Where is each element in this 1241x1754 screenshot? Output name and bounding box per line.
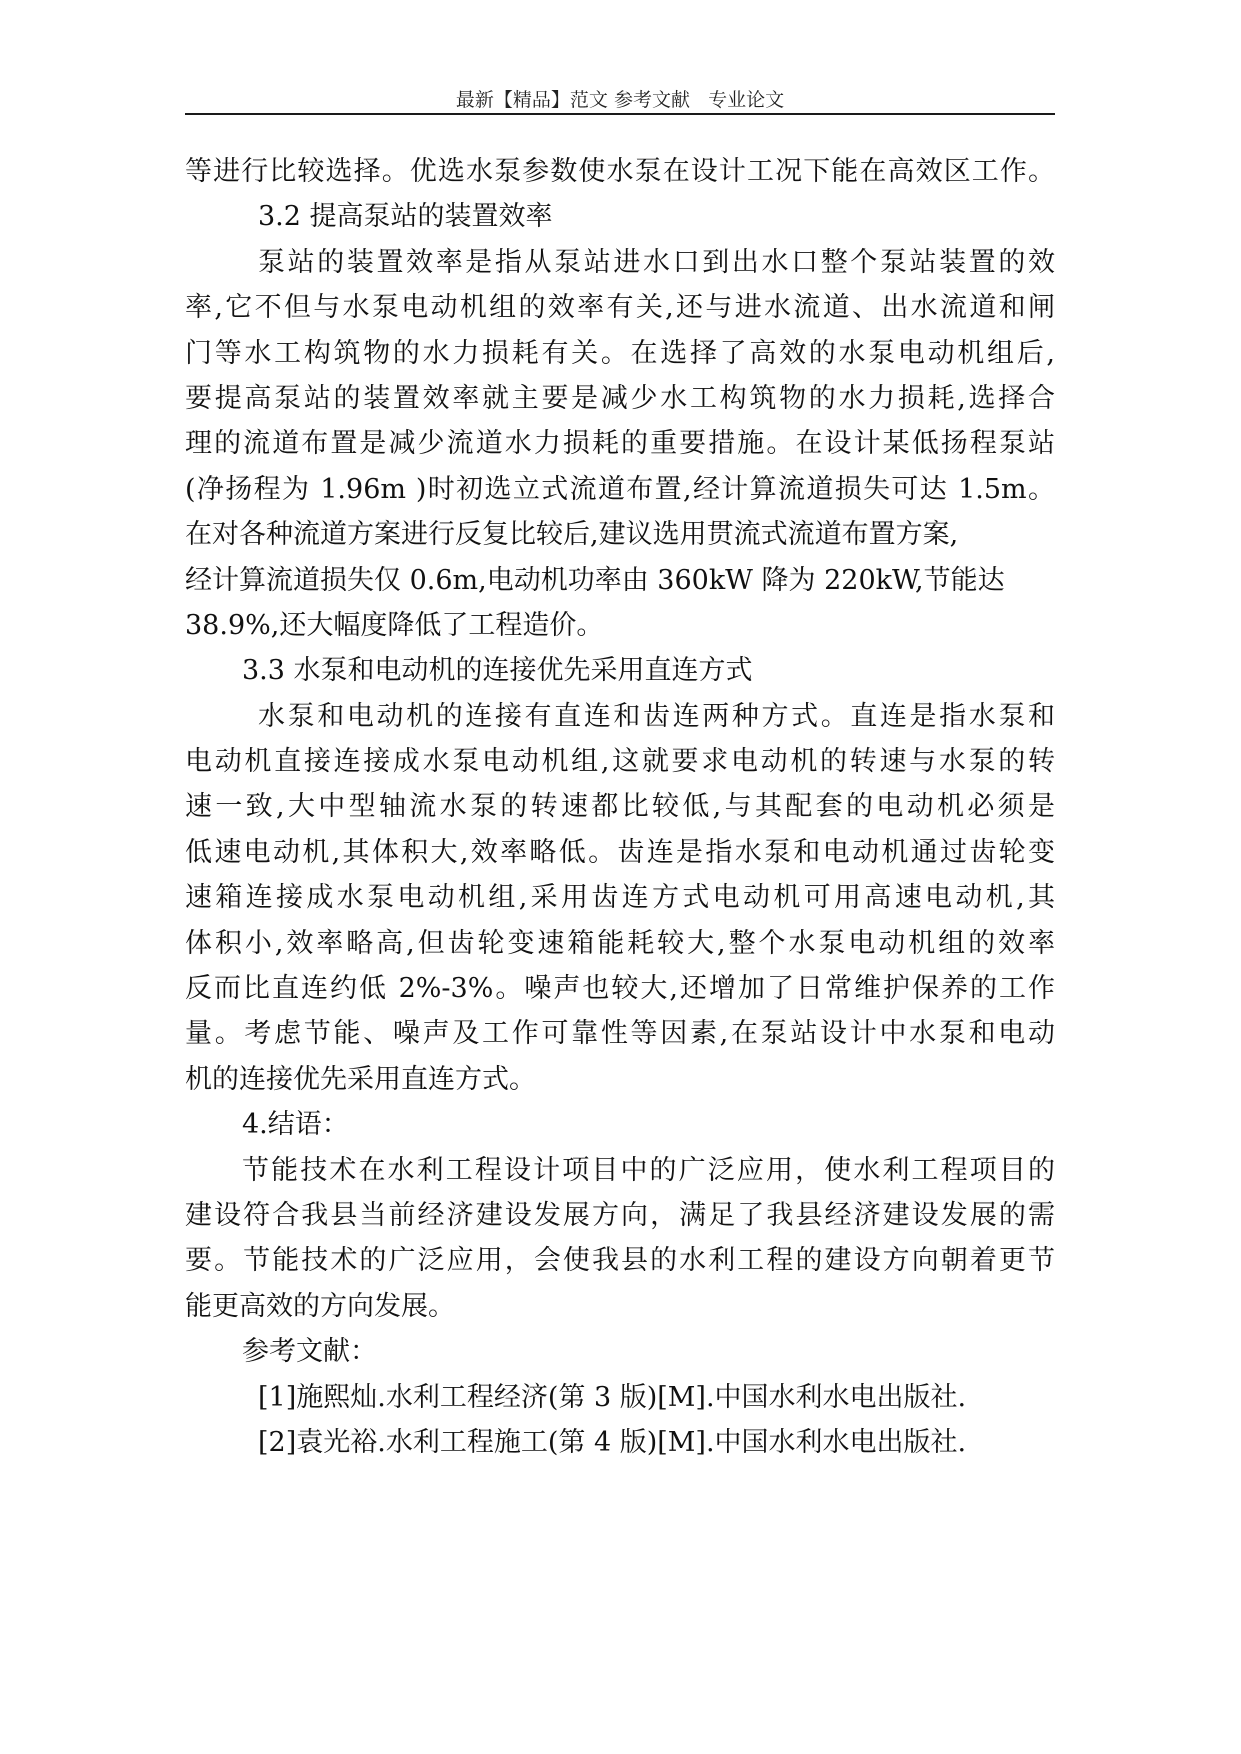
paragraph-line: 38.9%,还大幅度降低了工程造价。: [185, 609, 604, 641]
page-header: 最新【精品】范文 参考文献 专业论文: [455, 89, 785, 111]
paragraph-line: 反而比直连约低 2%-3%。噪声也较大,还增加了日常维护保养的工作: [185, 973, 1055, 1005]
section-heading: 3.2 提高泵站的装置效率: [258, 201, 553, 233]
paragraph-line: 门等水工构筑物的水力损耗有关。在选择了高效的水泵电动机组后,: [185, 337, 1055, 369]
paragraph-line: 机的连接优先采用直连方式。: [185, 1063, 536, 1095]
header-divider: [185, 113, 1055, 115]
paragraph-line: 要。节能技术的广泛应用，会使我县的水利工程的建设方向朝着更节: [185, 1245, 1055, 1277]
section-heading: 3.3 水泵和电动机的连接优先采用直连方式: [242, 655, 753, 687]
paragraph-line: 泵站的装置效率是指从泵站进水口到出水口整个泵站装置的效: [258, 246, 1055, 278]
paragraph-line: 能更高效的方向发展。: [185, 1290, 455, 1322]
references-heading: 参考文献：: [242, 1336, 377, 1368]
paragraph-line: 速箱连接成水泵电动机组,采用齿连方式电动机可用高速电动机,其: [185, 882, 1055, 914]
paragraph-line: 在对各种流道方案进行反复比较后,建议选用贯流式流道布置方案,: [185, 519, 959, 551]
paragraph-line: 节能技术在水利工程设计项目中的广泛应用，使水利工程项目的: [242, 1154, 1055, 1186]
paragraph-line: 水泵和电动机的连接有直连和齿连两种方式。直连是指水泵和: [258, 700, 1055, 732]
paragraph-line: 等进行比较选择。优选水泵参数使水泵在设计工况下能在高效区工作。: [185, 156, 1055, 187]
reference-item: [1]施熙灿.水利工程经济(第 3 版)[M].中国水利水电出版社.: [258, 1381, 967, 1413]
section-heading: 4.结语：: [242, 1109, 349, 1141]
paragraph-line: 理的流道布置是减少流道水力损耗的重要措施。在设计某低扬程泵站: [185, 428, 1055, 460]
paragraph-line: 建设符合我县当前经济建设发展方向，满足了我县经济建设发展的需: [185, 1199, 1055, 1231]
paragraph-line: 电动机直接连接成水泵电动机组,这就要求电动机的转速与水泵的转: [185, 746, 1055, 778]
paragraph-line: 量。考虑节能、噪声及工作可靠性等因素,在泵站设计中水泵和电动: [185, 1018, 1055, 1050]
reference-item: [2]袁光裕.水利工程施工(第 4 版)[M].中国水利水电出版社.: [258, 1426, 967, 1458]
paragraph-line: 速一致,大中型轴流水泵的转速都比较低,与其配套的电动机必须是: [185, 791, 1055, 823]
paragraph-line: 低速电动机,其体积大,效率略低。齿连是指水泵和电动机通过齿轮变: [185, 836, 1055, 868]
document-body: [185, 149, 1055, 1465]
paragraph-line: (净扬程为 1.96m )时初选立式流道布置,经计算流道损失可达 1.5m。: [185, 473, 1055, 505]
paragraph-line: 经计算流道损失仅 0.6m,电动机功率由 360kW 降为 220kW,节能达: [185, 564, 1005, 596]
paragraph-line: 要提高泵站的装置效率就主要是减少水工构筑物的水力损耗,选择合: [185, 382, 1055, 414]
paragraph-line: 体积小,效率略高,但齿轮变速箱能耗较大,整个水泵电动机组的效率: [185, 927, 1055, 959]
paragraph-line: 率,它不但与水泵电动机组的效率有关,还与进水流道、出水流道和闸: [185, 292, 1055, 324]
